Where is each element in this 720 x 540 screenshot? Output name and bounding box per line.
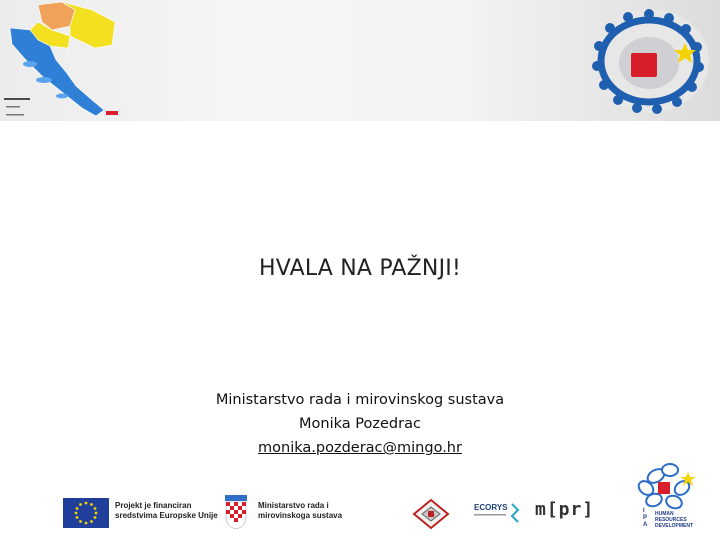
contact-person: Monika Pozedrac xyxy=(299,416,421,432)
organisation-name: Ministarstvo rada i mirovinskog sustava xyxy=(215,392,505,408)
ecorys-label: ECORYS xyxy=(474,503,508,512)
email-link[interactable]: monika.pozderac@mingo.hr xyxy=(258,440,462,456)
eu-flag-icon xyxy=(63,498,109,528)
ipa-hrd-text xyxy=(655,511,693,529)
mpr-logo: m[pr] xyxy=(535,499,595,520)
contact-block xyxy=(0,388,720,460)
ipa-word: RESOURCES xyxy=(655,517,687,523)
people-circle-logo xyxy=(585,5,713,117)
ecorys-logo xyxy=(474,500,526,524)
ministry-line: mirovinskoga sustava xyxy=(258,511,343,520)
croatian-coat-of-arms-icon xyxy=(223,495,249,529)
agency-shield-icon xyxy=(412,498,450,530)
ipa-word: HUMAN xyxy=(655,511,674,517)
eu-funding-line: Projekt je financiran xyxy=(115,501,192,510)
ministry-line: Ministarstvo rada i xyxy=(258,501,329,510)
ministry-text xyxy=(258,501,342,521)
ipa-word: DEVELOPMENT xyxy=(655,523,694,529)
ipa-letter: A xyxy=(643,522,648,528)
ipa-letter: I xyxy=(643,508,645,514)
ipa-letter: P xyxy=(643,515,648,521)
croatia-map-image xyxy=(0,0,125,121)
eu-funding-text xyxy=(115,501,218,521)
slide-title: HVALA NA PAŽNJI! xyxy=(259,256,461,281)
ipa-letters xyxy=(643,508,647,529)
eu-funding-line: sredstvima Europske Unije xyxy=(115,511,218,520)
